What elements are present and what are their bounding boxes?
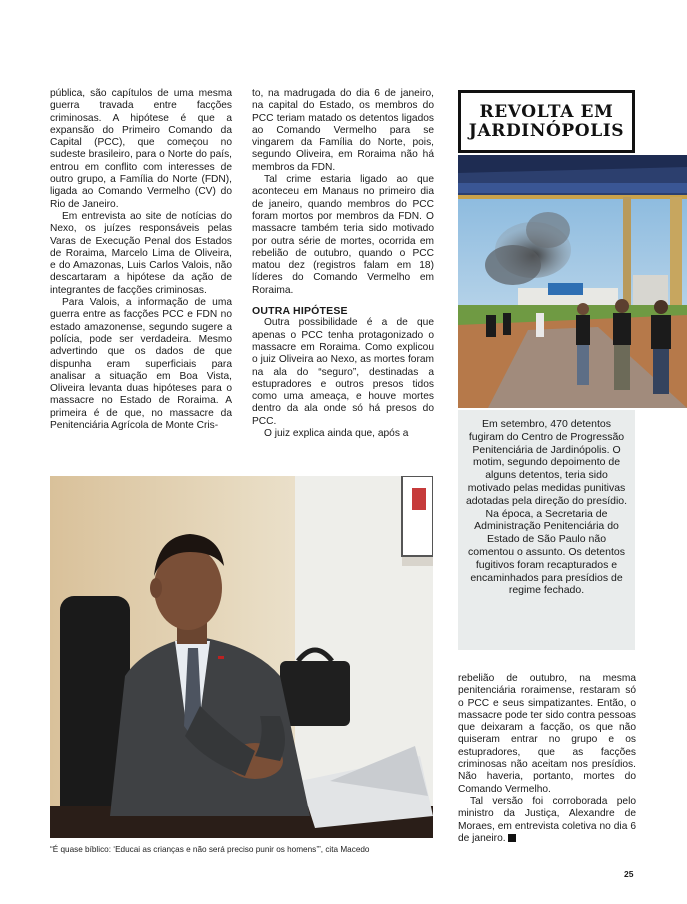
sidebar-title: REVOLTA EM JARDINÓPOLIS [468, 101, 625, 141]
page-number: 25 [624, 869, 634, 879]
article-column-3 [458, 673, 636, 845]
paragraph: Para Valois, a informação de uma guerra entre as facções PCC e FDN no estado amazonense, segundo sugere a polícia, pode ser verdadeira. Mesmo advertindo que os dados de que dispunha eram superficiais para analisar a situação em Boa Vista, Oliveira levanta duas hipóteses para o massacre no Estado de Roraima. A primeira é de que, no massacre da Penitenciária Agrícola de Monte Cris- [50, 297, 232, 432]
article-column-1 [50, 88, 232, 432]
sidebar-title-box [458, 90, 635, 153]
paragraph-text: Tal versão foi corroborada pelo ministro da Justiça, Alexandre de Moraes, em entrevista coletiva no dia 6 de janeiro. [458, 795, 636, 844]
paragraph: rebelião de outubro, na mesma penitenciária roraimense, restaram só o PCC e seus simpatizantes. Então, o massacre pode ter sido contra pessoas que deixaram a facção, os que não quiseram entrar no grupo e os estupradores, que as facções criminosas não aceitam nos presídios. Não haveria, portanto, mortes do Comando Vermelho. [458, 673, 636, 795]
paragraph: O juiz explica ainda que, após a [264, 428, 409, 440]
sidebar-caption-box [458, 410, 635, 650]
prison-gate-photo [458, 155, 687, 408]
paragraph: to, na madrugada do dia 6 de janeiro, na capital do Estado, os membros do PCC teriam matado os detentos ligados ao Comando Vermelho para se vingarem da Família do Norte, pois, segundo Oliveira, em Roraima não há membros da FDN. [252, 88, 434, 173]
paragraph: Outra possibilidade é a de que apenas o PCC tenha protagonizado o massacre em Roraima. Como explicou o juiz Oliveira ao Nexo, as mortes foram na ala do “seguro”, destinadas a estupradores e outros presos tidos como uma ameaça, e houve mortes dentro da ala onde só há presos do PCC. [252, 317, 434, 427]
main-photo-caption: “É quase bíblico: ‘Educai as crianças e não será preciso punir os homens’”, cita Macedo [50, 845, 370, 854]
subheading: OUTRA HIPÓTESE [252, 305, 348, 318]
paragraph: Em entrevista ao site de notícias do Nexo, os juízes responsáveis pelas Varas de Execução Penal dos Estados de Roraima, Marcelo Lima de Oliveira, e do Amazonas, Luis Carlos Valois, não descartaram a hipótese da ação de integrantes de facções criminosas. [50, 210, 232, 296]
paragraph: pública, são capítulos de uma mesma guerra travada entre facções criminosas. A hipótese é que a expansão do Primeiro Comando da Capital (PCC), que começou no sudeste brasileiro, para o Norte do país, entrou em conflito com interesses de outro grupo, a Família do Norte (FDN), ligada ao Comando Vermelho (CV) do Rio de Janeiro. [50, 88, 232, 210]
main-photo [50, 476, 433, 838]
paragraph [458, 796, 636, 845]
end-of-article-mark [508, 834, 516, 842]
article-column-2 [252, 88, 434, 440]
paragraph: Tal crime estaria ligado ao que aconteceu em Manaus no primeiro dia de janeiro, quando membros do PCC foram mortos por membros da FDN. O massacre também teria sido motivado por outra série de mortes, ocorrida em rebelião de outubro, quando o PCC matou dez (registros falam em 18) líderes do Comando Vermelho em Roraima. [252, 174, 434, 296]
sidebar-caption: Em setembro, 470 detentos fugiram do Centro de Progressão Penitenciária de Jardinópolis. O motim, segundo depoimento de alguns detentos, teria sido motivado pelas medidas punitivas adotadas pela direção do presídio. Na época, a Secretaria de Administração Penitenciária do Estado de São Paulo não comentou o assunto. Os detentos fugitivos foram recapturados e encaminhados para presídios de regime fechado. [465, 418, 628, 597]
